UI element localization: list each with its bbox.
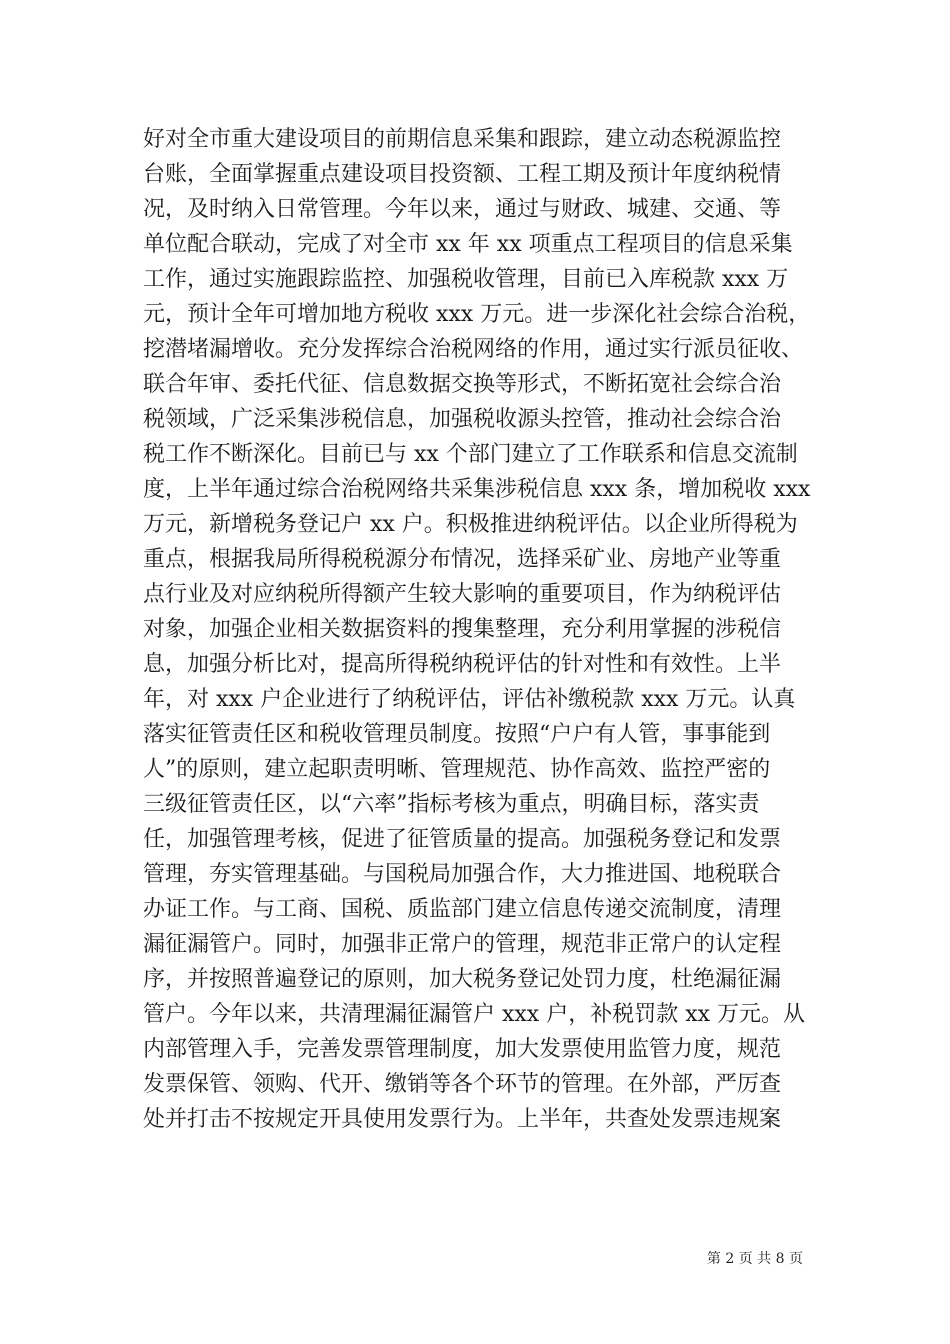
text-line: 挖潜堵漏增收。充分发挥综合治税网络的作用，通过实行派员征收、 [143, 337, 804, 362]
text-line: 任，加强管理考核，促进了征管质量的提高。加强税务登记和发票 [143, 827, 782, 852]
body-text [143, 122, 823, 1137]
text-line: 单位配合联动，完成了对全市 xx 年 xx 项重点工程项目的信息采集 [143, 232, 793, 257]
text-line: 办证工作。与工商、国税、质监部门建立信息传递交流制度，清理 [143, 897, 782, 922]
text-line: 万元，新增税务登记户 xx 户。积极推进纳税评估。以企业所得税为 [143, 512, 798, 537]
text-line: 税工作不断深化。目前已与 xx 个部门建立了工作联系和信息交流制 [143, 442, 798, 467]
text-line: 管户。今年以来，共清理漏征漏管户 xxx 户，补税罚款 xx 万元。从 [143, 1002, 806, 1027]
text-line: 人”的原则，建立起职责明晰、管理规范、协作高效、监控严密的 [143, 757, 771, 782]
text-line: 联合年审、委托代征、信息数据交换等形式，不断拓宽社会综合治 [143, 372, 782, 397]
text-line: 发票保管、领购、代开、缴销等各个环节的管理。在外部，严厉查 [143, 1072, 782, 1097]
text-line: 工作，通过实施跟踪监控、加强税收管理，目前已入库税款 xxx 万 [143, 267, 789, 292]
text-line: 税领域，广泛采集涉税信息，加强税收源头控管，推动社会综合治 [143, 407, 782, 432]
text-line: 元，预计全年可增加地方税收 xxx 万元。进一步深化社会综合治税， [143, 302, 811, 327]
text-line: 年，对 xxx 户企业进行了纳税评估，评估补缴税款 xxx 万元。认真 [143, 687, 796, 712]
text-line: 落实征管责任区和税收管理员制度。按照“户户有人管，事事能到 [143, 722, 771, 747]
text-line: 管理，夯实管理基础。与国税局加强合作，大力推进国、地税联合 [143, 862, 782, 887]
text-line: 重点，根据我局所得税税源分布情况，选择采矿业、房地产业等重 [143, 547, 782, 572]
text-line: 台账，全面掌握重点建设项目投资额、工程工期及预计年度纳税情 [143, 162, 782, 187]
text-line: 况，及时纳入日常管理。今年以来，通过与财政、城建、交通、等 [143, 197, 782, 222]
text-line: 序，并按照普遍登记的原则，加大税务登记处罚力度，杜绝漏征漏 [143, 967, 782, 992]
text-line: 三级征管责任区，以“六率”指标考核为重点，明确目标，落实责 [143, 792, 760, 817]
text-line: 点行业及对应纳税所得额产生较大影响的重要项目，作为纳税评估 [143, 582, 782, 607]
text-line: 对象，加强企业相关数据资料的搜集整理，充分利用掌握的涉税信 [143, 617, 782, 642]
page-number-footer: 第 2 页 共 8 页 [706, 1251, 803, 1267]
text-line: 处并打击不按规定开具使用发票行为。上半年，共查处发票违规案 [143, 1107, 782, 1132]
text-line: 度，上半年通过综合治税网络共采集涉税信息 xxx 条，增加税收 xxx [143, 477, 811, 502]
text-line: 好对全市重大建设项目的前期信息采集和跟踪，建立动态税源监控 [143, 127, 782, 152]
text-line: 内部管理入手，完善发票管理制度，加大发票使用监管力度，规范 [143, 1037, 782, 1062]
text-line: 漏征漏管户。同时，加强非正常户的管理，规范非正常户的认定程 [143, 932, 782, 957]
text-line: 息，加强分析比对，提高所得税纳税评估的针对性和有效性。上半 [143, 652, 782, 677]
